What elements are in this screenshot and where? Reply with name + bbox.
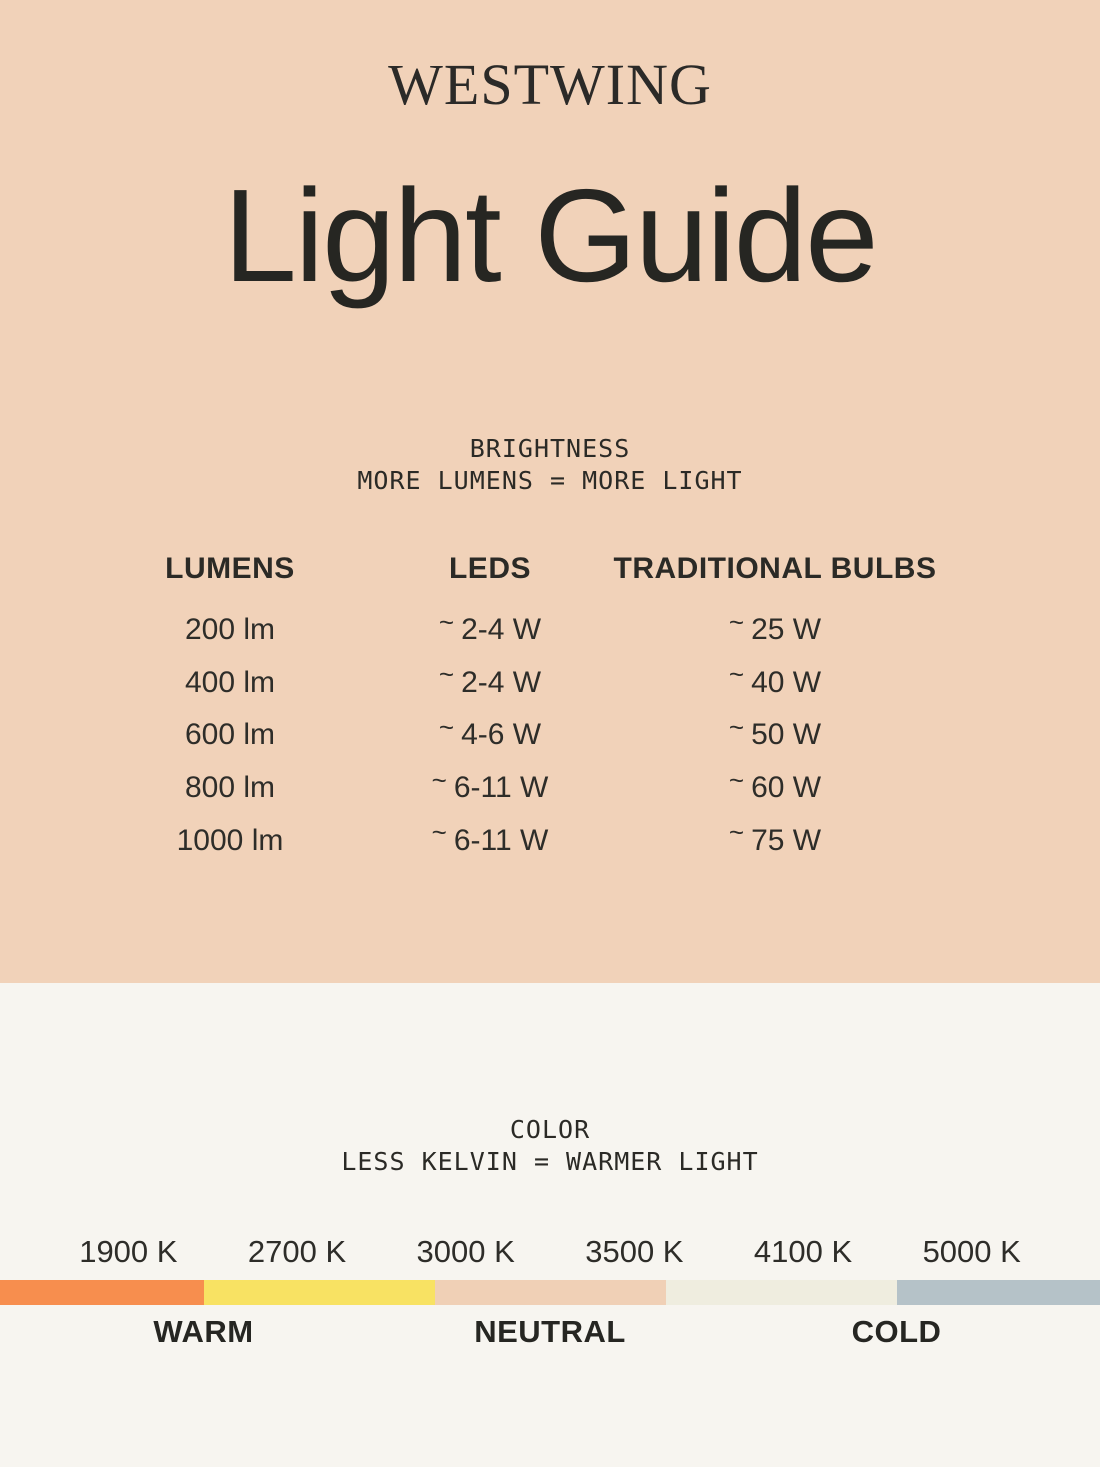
kelvin-label-3000: 3000 K — [416, 1234, 515, 1269]
table-cell-lumens: 800 lm — [184, 771, 276, 805]
brand-logo: WESTWING — [388, 52, 712, 117]
color-heading — [0, 1114, 1100, 1178]
color-heading-subtitle: LESS KELVIN = WARMER LIGHT — [341, 1147, 759, 1176]
table-cell-bulb — [620, 814, 930, 867]
brightness-table — [100, 552, 937, 867]
brightness-heading-subtitle: MORE LUMENS = MORE LIGHT — [357, 466, 743, 495]
approx-symbol: ~ — [438, 711, 455, 742]
table-cell-led — [360, 762, 620, 815]
table-cell-bulb — [620, 762, 930, 815]
column-header-leds: LEDS — [448, 552, 531, 585]
bulb-watts: 75 W — [751, 823, 822, 857]
approx-symbol: ~ — [438, 659, 455, 690]
led-watts: 2-4 W — [461, 613, 542, 647]
table-cell-lumens: 400 lm — [184, 665, 276, 699]
page-title: Light Guide — [223, 162, 877, 309]
approx-symbol: ~ — [728, 606, 745, 637]
column-header-traditional-bulbs: TRADITIONAL BULBS — [613, 552, 937, 585]
approx-symbol: ~ — [728, 764, 745, 795]
table-cell-led — [360, 709, 620, 762]
table-cell-bulb — [620, 604, 930, 657]
color-temperature-bar — [0, 1280, 1100, 1305]
kelvin-label-5000: 5000 K — [922, 1234, 1021, 1269]
color-heading-title: COLOR — [509, 1115, 591, 1144]
bulb-watts: 50 W — [751, 718, 822, 752]
bar-segment-warm-orange — [0, 1280, 204, 1305]
led-watts: 2-4 W — [461, 665, 542, 699]
approx-symbol: ~ — [431, 817, 447, 848]
brightness-heading — [0, 433, 1100, 497]
bulb-watts: 40 W — [751, 665, 822, 699]
bulb-watts: 25 W — [751, 613, 822, 647]
approx-symbol: ~ — [728, 711, 745, 742]
table-cell-led — [360, 814, 620, 867]
kelvin-label-4100: 4100 K — [753, 1234, 853, 1269]
table-cell-bulb — [620, 709, 930, 762]
bulb-watts: 60 W — [751, 771, 822, 805]
table-cell-led — [360, 657, 620, 710]
kelvin-label-3500: 3500 K — [585, 1234, 684, 1269]
kelvin-label-1900: 1900 K — [79, 1234, 178, 1269]
table-cell-bulb — [620, 657, 930, 710]
temperature-label-neutral: NEUTRAL — [474, 1314, 626, 1349]
column-header-lumens: LUMENS — [165, 552, 295, 585]
approx-symbol: ~ — [728, 817, 745, 848]
color-temperature-section — [0, 983, 1100, 1467]
temperature-label-cold: COLD — [851, 1314, 942, 1349]
led-watts: 6-11 W — [453, 823, 549, 857]
bar-segment-warm-yellow — [204, 1280, 435, 1305]
led-watts: 6-11 W — [453, 771, 549, 805]
brightness-heading-title: BRIGHTNESS — [469, 434, 631, 463]
kelvin-scale-labels — [0, 1234, 1100, 1270]
bar-segment-neutral-peach — [435, 1280, 666, 1305]
temperature-label-warm: WARM — [153, 1314, 254, 1349]
table-cell-lumens: 600 lm — [184, 718, 276, 752]
table-cell-lumens: 1000 lm — [176, 823, 284, 857]
table-cell-lumens: 200 lm — [184, 613, 276, 647]
table-cell-led — [360, 604, 620, 657]
led-watts: 4-6 W — [461, 718, 542, 752]
approx-symbol: ~ — [728, 659, 745, 690]
approx-symbol: ~ — [431, 764, 447, 795]
approx-symbol: ~ — [438, 606, 455, 637]
bar-segment-cold-bluegray — [897, 1280, 1100, 1305]
kelvin-label-2700: 2700 K — [247, 1234, 347, 1269]
bar-segment-neutral-cream — [666, 1280, 897, 1305]
